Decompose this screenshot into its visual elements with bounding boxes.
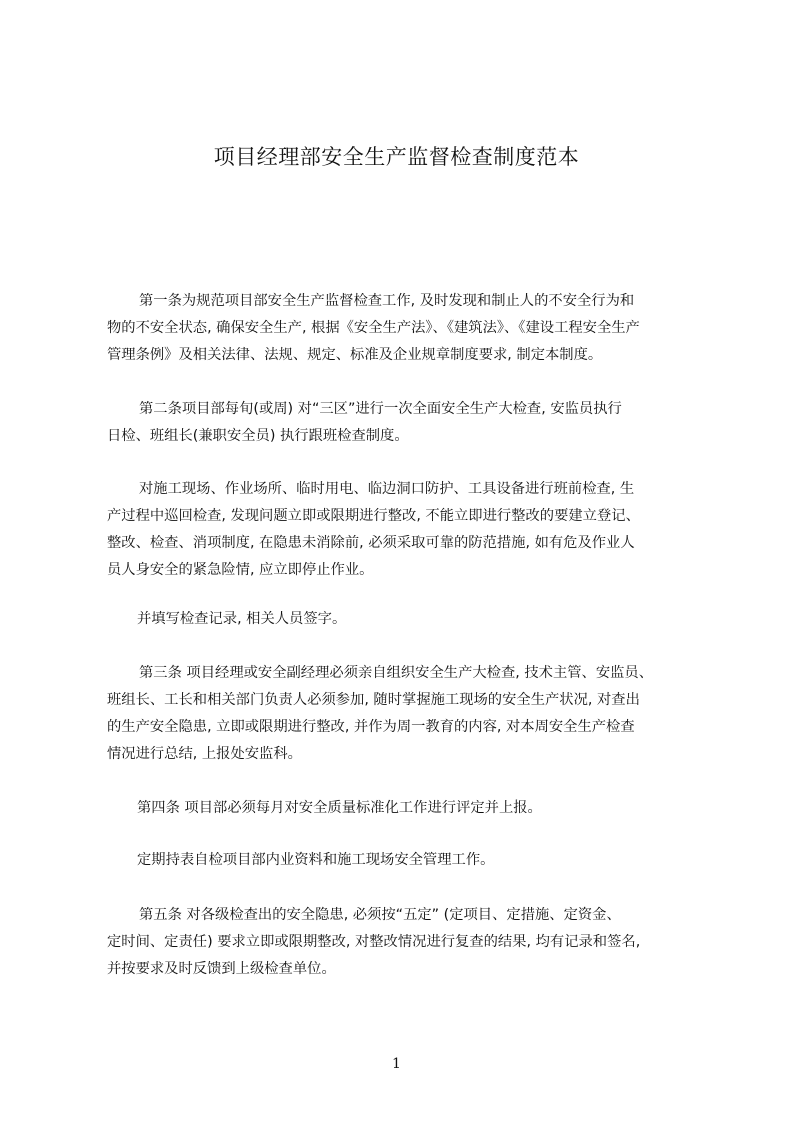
paragraph-records xyxy=(107,606,346,633)
paragraph-self-inspection xyxy=(107,847,494,874)
paragraph-article-2 xyxy=(107,396,622,450)
paragraph-line: 整改、检查、消项制度, 在隐患未消除前, 必须采取可靠的防范措施, 如有危及作业人 xyxy=(107,535,635,551)
paragraph-line: 产过程中巡回检查, 发现问题立即或限期进行整改, 不能立即进行整改的要建立登记、 xyxy=(107,508,640,524)
paragraph-line: 对施工现场、作业场所、临时用电、临边洞口防护、工具设备进行班前检查, 生 xyxy=(139,481,635,497)
paragraph-article-1 xyxy=(107,288,640,369)
paragraph-line: 第四条 项目部必须每月对安全质量标准化工作进行评定并上报。 xyxy=(137,800,542,816)
paragraph-line: 日检、班组长(兼职安全员) 执行跟班检查制度。 xyxy=(107,428,409,444)
paragraph-line: 并按要求及时反馈到上级检查单位。 xyxy=(107,961,336,977)
paragraph-line: 定期持表自检项目部内业资料和施工现场安全管理工作。 xyxy=(137,852,495,868)
paragraph-line: 物的不安全状态, 确保安全生产, 根据《安全生产法》、《建筑法》、《建设工程安全生产 xyxy=(107,320,640,336)
page-number: 1 xyxy=(392,1056,401,1072)
paragraph-line: 定时间、定责任) 要求立即或限期整改, 对整改情况进行复查的结果, 均有记录和签名, xyxy=(107,934,641,950)
paragraph-line: 情况进行总结, 上报处安监科。 xyxy=(107,746,302,762)
paragraph-article-3 xyxy=(107,660,653,768)
paragraph-line: 并填写检查记录, 相关人员签字。 xyxy=(137,611,347,627)
paragraph-line: 班组长、工长和相关部门负责人必须参加, 随时掌握施工现场的安全生产状况, 对查出 xyxy=(107,692,640,708)
paragraph-line: 第五条 对各级检查出的安全隐患, 必须按“五定” (定项目、定措施、定资金、 xyxy=(139,907,621,923)
paragraph-article-5 xyxy=(107,902,640,983)
paragraph-line: 员人身安全的紧急险情, 应立即停止作业。 xyxy=(107,562,374,578)
paragraph-article-4 xyxy=(107,795,542,822)
paragraph-line: 第三条 项目经理或安全副经理必须亲自组织安全生产大检查, 技术主管、安监员、 xyxy=(139,665,654,681)
document-title: 项目经理部安全生产监督检查制度范本 xyxy=(213,145,580,169)
paragraph-line: 第二条项目部每旬(或周) 对“三区”进行一次全面安全生产大检查, 安监员执行 xyxy=(139,401,622,417)
paragraph-inspection-details xyxy=(107,476,640,584)
paragraph-line: 的生产安全隐患, 立即或限期进行整改, 并作为周一教育的内容, 对本周安全生产检查 xyxy=(107,719,635,735)
paragraph-line: 管理条例》及相关法律、法规、规定、标准及企业规章制度要求, 制定本制度。 xyxy=(107,347,603,363)
paragraph-line: 第一条为规范项目部安全生产监督检查工作, 及时发现和制止人的不安全行为和 xyxy=(139,293,635,309)
